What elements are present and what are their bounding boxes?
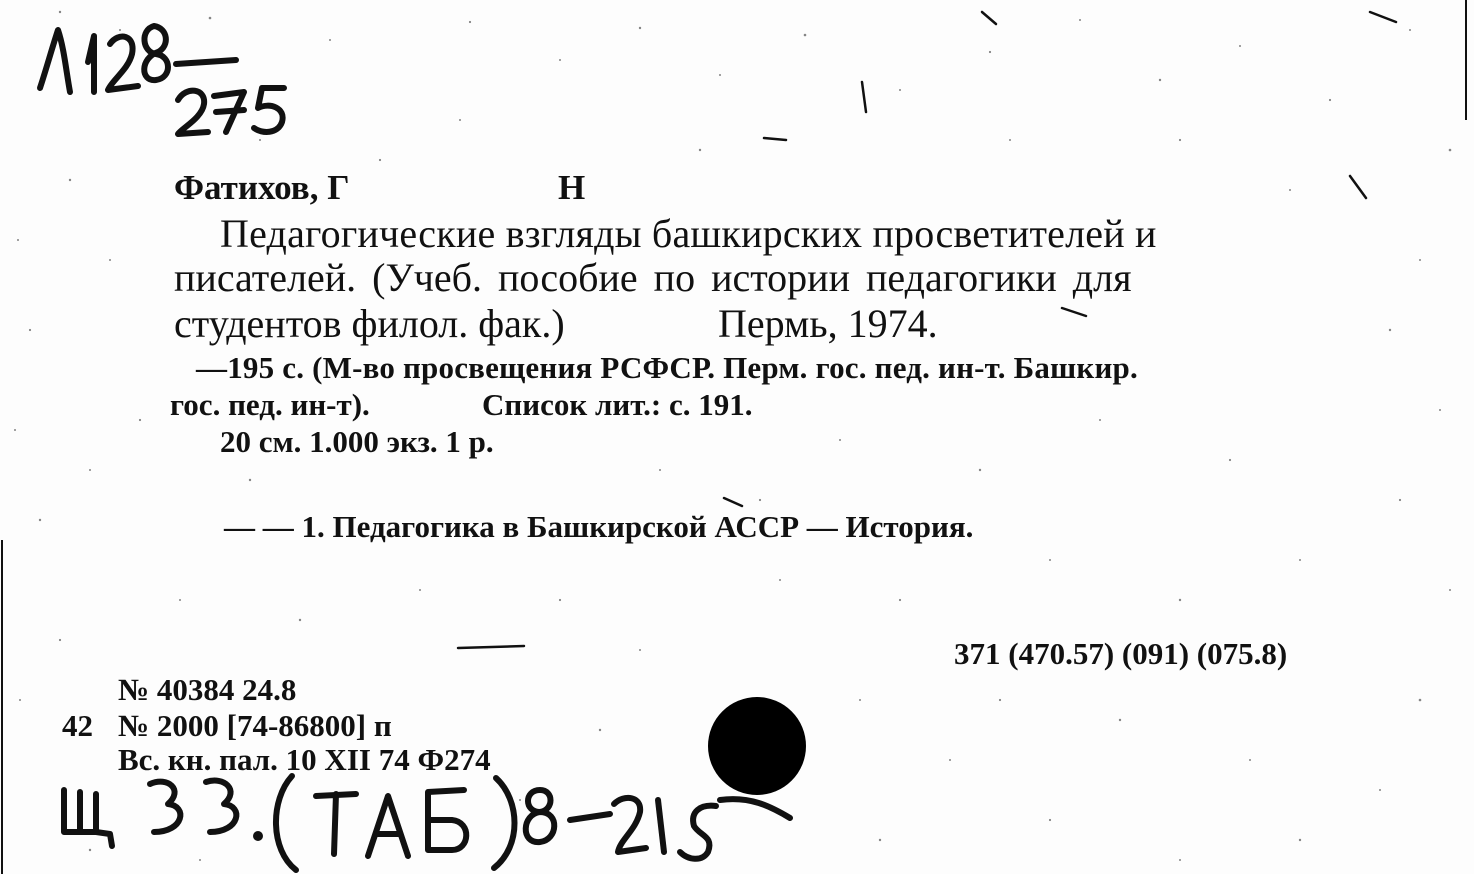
author-name: Фатихов, Г [174, 168, 350, 207]
imprint: Пермь, 1974. [718, 301, 938, 346]
punch-hole [708, 697, 806, 795]
title-line-2: писателей. (Учеб. пособие по истории педагогики для [174, 255, 1132, 300]
footer-prefix: 42 [62, 708, 93, 743]
footer-line-2: № 2000 [74-86800] п [118, 708, 392, 743]
description-line-2a: гос. пед. ин-т). [170, 387, 370, 422]
subject-heading: — — 1. Педагогика в Башкирской АССР — История. [224, 509, 974, 544]
author-initial: Н [558, 168, 586, 207]
title-line-1: Педагогические взгляды башкирских просветителей и [220, 211, 1157, 256]
description-line-1: —195 с. (М-во просвещения РСФСР. Перм. гос. пед. ин-т. Башкир. [196, 350, 1138, 385]
footer-line-3: Вс. кн. пал. 10 XII 74 Ф274 [118, 742, 491, 777]
bibliography-note: Список лит.: с. 191. [482, 387, 753, 422]
description-line-3: 20 см. 1.000 экз. 1 р. [220, 424, 494, 459]
classification-number: 371 (470.57) (091) (075.8) [954, 636, 1288, 671]
title-line-3: студентов филол. фак.) [174, 301, 565, 346]
footer-line-1: № 40384 24.8 [118, 672, 297, 707]
